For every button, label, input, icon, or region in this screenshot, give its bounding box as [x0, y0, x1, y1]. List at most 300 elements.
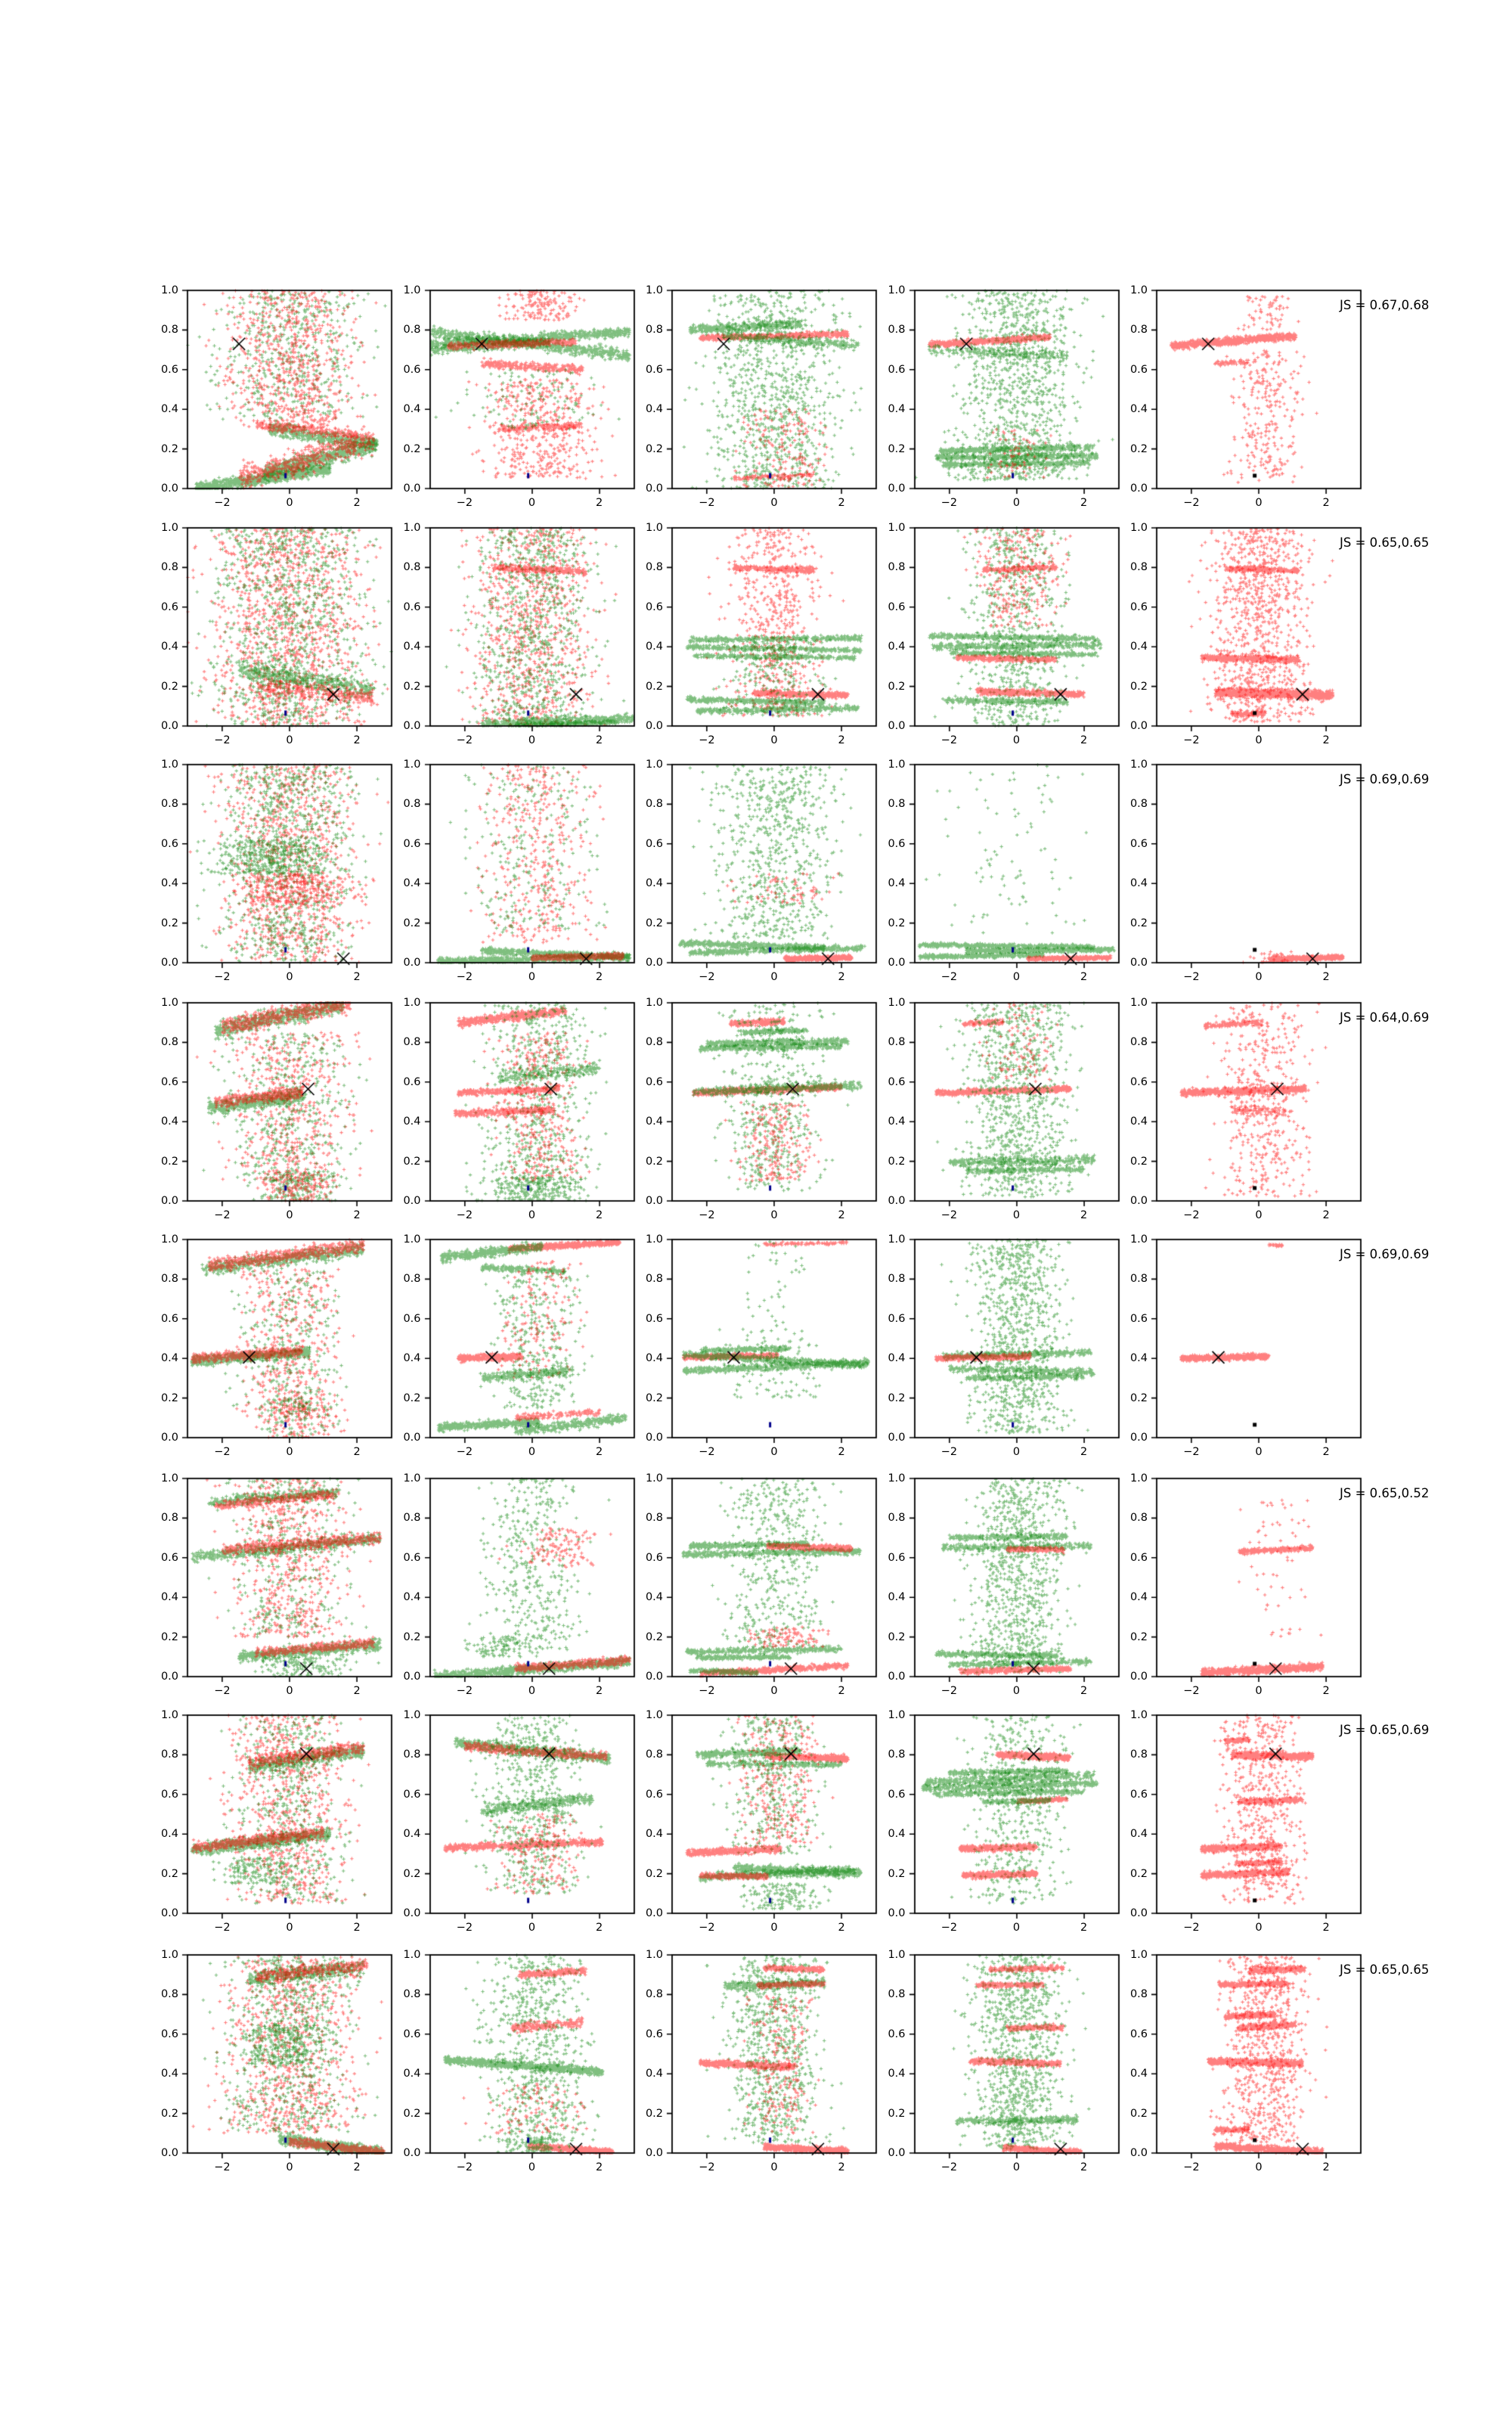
y-tick-label: 0.8 — [888, 1512, 906, 1525]
y-tick-label: 0.8 — [1129, 1988, 1148, 2001]
y-tick-label: 0.0 — [645, 720, 663, 732]
subplot-r6-c1 — [160, 1472, 398, 1714]
subplot-r2-c3 — [645, 521, 883, 763]
y-tick-label: 0.0 — [888, 1195, 906, 1207]
x-tick-label: 0 — [286, 1685, 293, 1697]
x-tick-label: 0 — [1012, 1685, 1021, 1697]
y-tick-label: 1.0 — [160, 284, 178, 296]
scatter-plot-canvas — [423, 1233, 641, 1444]
y-tick-label: 0.0 — [888, 720, 906, 732]
y-tick-label: 0.6 — [403, 600, 421, 613]
y-tick-label: 0.4 — [160, 1591, 178, 1604]
y-tick-label: 0.4 — [403, 1352, 421, 1365]
y-tick-label: 0.8 — [160, 1273, 178, 1286]
y-tick-label: 0.8 — [645, 1273, 663, 1286]
x-tick-label: −2 — [1183, 734, 1200, 746]
scatter-plot-canvas — [181, 996, 398, 1208]
y-tick-label: 0.6 — [403, 1788, 421, 1801]
y-tick-label: 0.0 — [160, 1432, 178, 1444]
y-tick-label: 0.8 — [403, 1273, 421, 1286]
y-tick-label: 0.8 — [888, 798, 906, 811]
y-tick-label: 1.0 — [403, 1709, 421, 1721]
x-tick-label: −2 — [456, 2161, 473, 2173]
y-tick-label: 0.0 — [403, 1195, 421, 1207]
y-tick-label: 0.4 — [888, 877, 906, 890]
scatter-plot-canvas — [181, 758, 398, 970]
x-tick-label: 2 — [595, 1922, 603, 1934]
y-tick-label: 0.8 — [403, 561, 421, 574]
y-tick-label: 1.0 — [160, 1472, 178, 1485]
subplot-r4-c2 — [403, 996, 641, 1238]
y-tick-label: 0.2 — [645, 2107, 663, 2120]
y-tick-label: 0.6 — [160, 2028, 178, 2040]
y-tick-label: 0.8 — [645, 1036, 663, 1049]
y-tick-label: 0.4 — [645, 641, 663, 653]
x-tick-label: 0 — [286, 971, 293, 983]
y-tick-label: 1.0 — [160, 522, 178, 534]
y-tick-label: 0.2 — [645, 1392, 663, 1404]
y-tick-label: 0.6 — [403, 363, 421, 376]
x-tick-label: 0 — [770, 497, 778, 509]
y-tick-label: 0.6 — [160, 600, 178, 613]
y-tick-label: 0.2 — [645, 442, 663, 455]
y-tick-label: 0.6 — [888, 600, 906, 613]
y-tick-label: 0.2 — [160, 442, 178, 455]
y-tick-label: 1.0 — [160, 1949, 178, 1961]
x-tick-label: −2 — [940, 497, 958, 509]
y-tick-label: 1.0 — [888, 997, 906, 1009]
x-tick-label: 2 — [1080, 1209, 1088, 1221]
y-tick-label: 0.6 — [888, 837, 906, 850]
y-tick-label: 0.6 — [1129, 1551, 1148, 1564]
x-tick-label: 0 — [770, 1446, 778, 1458]
y-tick-label: 0.6 — [403, 1312, 421, 1325]
x-tick-label: 0 — [1255, 1209, 1263, 1221]
x-tick-label: 0 — [1012, 734, 1021, 746]
y-tick-label: 0.6 — [160, 1075, 178, 1088]
x-tick-label: 2 — [1322, 2161, 1330, 2173]
y-tick-label: 0.2 — [1129, 442, 1148, 455]
y-tick-label: 0.8 — [160, 1036, 178, 1049]
x-tick-label: 2 — [1322, 1209, 1330, 1221]
scatter-plot-canvas — [665, 996, 883, 1208]
x-tick-label: −2 — [940, 1446, 958, 1458]
y-tick-label: 0.6 — [403, 837, 421, 850]
y-tick-label: 0.2 — [888, 1155, 906, 1168]
y-tick-label: 0.0 — [160, 957, 178, 969]
y-tick-label: 0.6 — [645, 1788, 663, 1801]
subplot-r2-c5 — [1129, 521, 1368, 763]
y-tick-label: 1.0 — [888, 1233, 906, 1246]
x-tick-label: −2 — [214, 2161, 231, 2173]
subplot-r1-c1 — [160, 284, 398, 526]
y-tick-label: 0.2 — [1129, 2107, 1148, 2120]
scatter-plot-canvas — [181, 284, 398, 495]
y-tick-label: 0.4 — [1129, 641, 1148, 653]
x-tick-label: −2 — [214, 497, 231, 509]
subplot-r3-c5 — [1129, 758, 1368, 1000]
y-tick-label: 0.0 — [403, 2147, 421, 2159]
y-tick-label: 0.8 — [1129, 1748, 1148, 1761]
y-tick-label: 0.2 — [403, 442, 421, 455]
y-tick-label: 1.0 — [645, 1709, 663, 1721]
y-tick-label: 0.2 — [1129, 1392, 1148, 1404]
scatter-plot-canvas — [181, 1472, 398, 1683]
y-tick-label: 0.0 — [645, 2147, 663, 2159]
x-tick-label: 2 — [838, 2161, 845, 2173]
js-divergence-label: JS = 0.69,0.69 — [1340, 1247, 1430, 1261]
x-tick-label: 2 — [1080, 497, 1088, 509]
y-tick-label: 0.8 — [160, 1988, 178, 2001]
x-tick-label: 2 — [353, 497, 361, 509]
x-tick-label: 2 — [838, 1685, 845, 1697]
x-tick-label: −2 — [699, 497, 715, 509]
y-tick-label: 1.0 — [1129, 522, 1148, 534]
y-tick-label: 1.0 — [160, 997, 178, 1009]
y-tick-label: 0.6 — [403, 2028, 421, 2040]
y-tick-label: 0.2 — [160, 1630, 178, 1643]
y-tick-label: 0.0 — [160, 2147, 178, 2159]
y-tick-label: 0.2 — [1129, 1155, 1148, 1168]
scatter-plot-canvas — [665, 1708, 883, 1920]
y-tick-label: 1.0 — [888, 284, 906, 296]
scatter-plot-canvas — [423, 758, 641, 970]
x-tick-label: 0 — [1255, 734, 1263, 746]
y-tick-label: 0.4 — [645, 2068, 663, 2080]
subplot-r1-c2 — [403, 284, 641, 526]
x-tick-label: −2 — [456, 1922, 473, 1934]
y-tick-label: 0.4 — [645, 1352, 663, 1365]
y-tick-label: 0.8 — [645, 1512, 663, 1525]
scatter-plot-canvas — [1150, 996, 1368, 1208]
x-tick-label: 0 — [1012, 971, 1021, 983]
x-tick-label: 0 — [286, 1446, 293, 1458]
x-tick-label: 0 — [528, 734, 536, 746]
x-tick-label: 0 — [286, 1922, 293, 1934]
x-tick-label: −2 — [456, 734, 473, 746]
scatter-plot-canvas — [908, 996, 1126, 1208]
y-tick-label: 0.6 — [160, 1788, 178, 1801]
y-tick-label: 0.4 — [160, 1352, 178, 1365]
scatter-plot-canvas — [665, 521, 883, 733]
x-tick-label: 0 — [770, 1922, 778, 1934]
subplot-r7-c4 — [888, 1708, 1126, 1950]
y-tick-label: 0.4 — [403, 877, 421, 890]
y-tick-label: 0.4 — [645, 403, 663, 416]
y-tick-label: 0.0 — [888, 1671, 906, 1683]
scatter-plot-canvas — [181, 521, 398, 733]
x-tick-label: −2 — [1183, 1446, 1200, 1458]
y-tick-label: 0.4 — [888, 403, 906, 416]
y-tick-label: 0.4 — [403, 1591, 421, 1604]
scatter-plot-canvas — [908, 1233, 1126, 1444]
y-tick-label: 1.0 — [403, 1233, 421, 1246]
y-tick-label: 0.6 — [1129, 1312, 1148, 1325]
subplot-r8-c5 — [1129, 1948, 1368, 2190]
y-tick-label: 0.8 — [403, 1748, 421, 1761]
x-tick-label: 0 — [286, 497, 293, 509]
x-tick-label: 0 — [528, 1685, 536, 1697]
x-tick-label: 2 — [595, 1209, 603, 1221]
x-tick-label: −2 — [214, 1685, 231, 1697]
y-tick-label: 0.0 — [888, 2147, 906, 2159]
y-tick-label: 0.2 — [403, 1392, 421, 1404]
x-tick-label: 2 — [838, 1922, 845, 1934]
y-tick-label: 1.0 — [645, 1472, 663, 1485]
y-tick-label: 1.0 — [645, 284, 663, 296]
js-divergence-label: JS = 0.67,0.68 — [1340, 298, 1430, 312]
x-tick-label: 2 — [1080, 2161, 1088, 2173]
y-tick-label: 0.6 — [888, 363, 906, 376]
y-tick-label: 0.4 — [645, 1115, 663, 1128]
scatter-plot-canvas — [1150, 1708, 1368, 1920]
y-tick-label: 0.6 — [1129, 1788, 1148, 1801]
x-tick-label: −2 — [456, 1209, 473, 1221]
y-tick-label: 0.8 — [403, 1036, 421, 1049]
scatter-plot-canvas — [665, 1233, 883, 1444]
y-tick-label: 1.0 — [645, 1949, 663, 1961]
x-tick-label: −2 — [214, 971, 231, 983]
y-tick-label: 0.8 — [645, 324, 663, 337]
scatter-plot-canvas — [181, 1233, 398, 1444]
x-tick-label: −2 — [940, 2161, 958, 2173]
subplot-r1-c5 — [1129, 284, 1368, 526]
x-tick-label: −2 — [940, 1209, 958, 1221]
y-tick-label: 0.6 — [1129, 600, 1148, 613]
scatter-plot-canvas — [1150, 1233, 1368, 1444]
y-tick-label: 0.6 — [160, 363, 178, 376]
y-tick-label: 0.6 — [888, 1788, 906, 1801]
y-tick-label: 0.4 — [1129, 1591, 1148, 1604]
y-tick-label: 0.8 — [888, 1748, 906, 1761]
y-tick-label: 0.8 — [888, 1988, 906, 2001]
js-divergence-label: JS = 0.64,0.69 — [1340, 1010, 1430, 1025]
scatter-plot-canvas — [1150, 284, 1368, 495]
subplot-r3-c4 — [888, 758, 1126, 1000]
y-tick-label: 0.0 — [1129, 957, 1148, 969]
y-tick-label: 0.0 — [888, 1432, 906, 1444]
y-tick-label: 0.8 — [403, 324, 421, 337]
y-tick-label: 1.0 — [888, 1709, 906, 1721]
y-tick-label: 0.8 — [645, 1748, 663, 1761]
y-tick-label: 0.6 — [160, 1551, 178, 1564]
x-tick-label: −2 — [1183, 497, 1200, 509]
x-tick-label: −2 — [699, 971, 715, 983]
subplot-r3-c1 — [160, 758, 398, 1000]
scatter-plot-canvas — [665, 1948, 883, 2160]
y-tick-label: 0.8 — [160, 1512, 178, 1525]
y-tick-label: 0.6 — [403, 1551, 421, 1564]
x-tick-label: 2 — [1080, 1922, 1088, 1934]
subplot-r4-c5 — [1129, 996, 1368, 1238]
y-tick-label: 0.6 — [645, 1551, 663, 1564]
y-tick-label: 0.8 — [645, 561, 663, 574]
y-tick-label: 0.4 — [888, 1115, 906, 1128]
y-tick-label: 0.6 — [1129, 363, 1148, 376]
x-tick-label: 0 — [286, 1209, 293, 1221]
y-tick-label: 0.8 — [160, 798, 178, 811]
x-tick-label: 0 — [528, 1446, 536, 1458]
y-tick-label: 0.4 — [1129, 877, 1148, 890]
scatter-plot-canvas — [665, 284, 883, 495]
x-tick-label: −2 — [214, 1922, 231, 1934]
y-tick-label: 1.0 — [1129, 1709, 1148, 1721]
x-tick-label: −2 — [1183, 971, 1200, 983]
x-tick-label: −2 — [699, 1922, 715, 1934]
x-tick-label: 2 — [1322, 1685, 1330, 1697]
subplot-r7-c2 — [403, 1708, 641, 1950]
scatter-plot-canvas — [423, 521, 641, 733]
y-tick-label: 0.2 — [160, 1392, 178, 1404]
y-tick-label: 1.0 — [645, 997, 663, 1009]
x-tick-label: 0 — [1012, 497, 1021, 509]
scatter-plot-canvas — [1150, 1472, 1368, 1683]
y-tick-label: 1.0 — [1129, 1949, 1148, 1961]
y-tick-label: 0.6 — [1129, 837, 1148, 850]
scatter-plot-canvas — [908, 284, 1126, 495]
y-tick-label: 0.8 — [1129, 1036, 1148, 1049]
y-tick-label: 1.0 — [160, 1233, 178, 1246]
y-tick-label: 1.0 — [403, 284, 421, 296]
x-tick-label: −2 — [1183, 1685, 1200, 1697]
x-tick-label: 2 — [595, 2161, 603, 2173]
x-tick-label: −2 — [456, 1446, 473, 1458]
y-tick-label: 0.2 — [888, 1867, 906, 1880]
y-tick-label: 1.0 — [160, 759, 178, 771]
y-tick-label: 0.6 — [645, 363, 663, 376]
y-tick-label: 0.8 — [888, 324, 906, 337]
x-tick-label: −2 — [699, 1685, 715, 1697]
y-tick-label: 0.8 — [403, 1512, 421, 1525]
y-tick-label: 0.0 — [1129, 1195, 1148, 1207]
y-tick-label: 0.2 — [1129, 917, 1148, 929]
scatter-plot-canvas — [908, 521, 1126, 733]
y-tick-label: 1.0 — [888, 1949, 906, 1961]
y-tick-label: 0.2 — [403, 1630, 421, 1643]
y-tick-label: 0.8 — [1129, 798, 1148, 811]
y-tick-label: 0.8 — [645, 798, 663, 811]
y-tick-label: 0.6 — [160, 1312, 178, 1325]
y-tick-label: 0.2 — [1129, 1630, 1148, 1643]
y-tick-label: 0.8 — [160, 1748, 178, 1761]
y-tick-label: 0.0 — [403, 720, 421, 732]
subplot-r1-c4 — [888, 284, 1126, 526]
y-tick-label: 0.2 — [160, 1155, 178, 1168]
y-tick-label: 0.0 — [403, 1432, 421, 1444]
y-tick-label: 0.0 — [645, 1907, 663, 1919]
y-tick-label: 0.0 — [160, 720, 178, 732]
y-tick-label: 0.2 — [1129, 680, 1148, 693]
y-tick-label: 0.6 — [403, 1075, 421, 1088]
scatter-plot-canvas — [665, 1472, 883, 1683]
y-tick-label: 1.0 — [1129, 1233, 1148, 1246]
subplot-r1-c3 — [645, 284, 883, 526]
scatter-plot-canvas — [908, 1472, 1126, 1683]
y-tick-label: 0.4 — [645, 877, 663, 890]
subplot-r3-c2 — [403, 758, 641, 1000]
subplot-r6-c3 — [645, 1472, 883, 1714]
y-tick-label: 0.0 — [160, 1671, 178, 1683]
x-tick-label: 2 — [1322, 734, 1330, 746]
scatter-plot-canvas — [1150, 758, 1368, 970]
js-divergence-label: JS = 0.65,0.52 — [1340, 1486, 1430, 1500]
y-tick-label: 0.2 — [645, 917, 663, 929]
subplot-r8-c4 — [888, 1948, 1126, 2190]
x-tick-label: 2 — [353, 2161, 361, 2173]
y-tick-label: 1.0 — [1129, 997, 1148, 1009]
y-tick-label: 0.2 — [403, 1155, 421, 1168]
y-tick-label: 0.0 — [1129, 720, 1148, 732]
y-tick-label: 0.2 — [403, 1867, 421, 1880]
subplot-r2-c2 — [403, 521, 641, 763]
y-tick-label: 0.6 — [888, 1312, 906, 1325]
y-tick-label: 1.0 — [403, 1949, 421, 1961]
x-tick-label: −2 — [214, 734, 231, 746]
y-tick-label: 0.2 — [1129, 1867, 1148, 1880]
x-tick-label: −2 — [940, 1922, 958, 1934]
x-tick-label: −2 — [1183, 2161, 1200, 2173]
y-tick-label: 0.2 — [888, 917, 906, 929]
subplot-r5-c2 — [403, 1233, 641, 1475]
y-tick-label: 0.4 — [160, 403, 178, 416]
y-tick-label: 0.4 — [1129, 403, 1148, 416]
y-tick-label: 1.0 — [645, 759, 663, 771]
x-tick-label: 0 — [1255, 1446, 1263, 1458]
y-tick-label: 0.4 — [888, 1591, 906, 1604]
y-tick-label: 0.2 — [888, 1392, 906, 1404]
y-tick-label: 0.2 — [160, 680, 178, 693]
y-tick-label: 1.0 — [403, 997, 421, 1009]
x-tick-label: 2 — [353, 734, 361, 746]
scatter-plot-canvas — [181, 1948, 398, 2160]
y-tick-label: 0.0 — [1129, 482, 1148, 495]
x-tick-label: −2 — [1183, 1922, 1200, 1934]
x-tick-label: 2 — [1322, 497, 1330, 509]
y-tick-label: 0.4 — [160, 641, 178, 653]
y-tick-label: 0.0 — [888, 1907, 906, 1919]
x-tick-label: 0 — [528, 1209, 536, 1221]
y-tick-label: 0.6 — [645, 1075, 663, 1088]
y-tick-label: 0.8 — [160, 561, 178, 574]
y-tick-label: 0.4 — [888, 2068, 906, 2080]
y-tick-label: 0.0 — [1129, 1907, 1148, 1919]
x-tick-label: 0 — [1255, 2161, 1263, 2173]
y-tick-label: 1.0 — [888, 522, 906, 534]
x-tick-label: −2 — [940, 1685, 958, 1697]
x-tick-label: 0 — [770, 1209, 778, 1221]
subplot-r8-c2 — [403, 1948, 641, 2190]
y-tick-label: 0.2 — [160, 917, 178, 929]
subplot-r4-c4 — [888, 996, 1126, 1238]
y-tick-label: 0.2 — [888, 680, 906, 693]
y-tick-label: 0.8 — [1129, 1512, 1148, 1525]
y-tick-label: 0.0 — [645, 1195, 663, 1207]
js-divergence-label: JS = 0.69,0.69 — [1340, 772, 1430, 786]
x-tick-label: 2 — [838, 1209, 845, 1221]
y-tick-label: 0.0 — [645, 957, 663, 969]
y-tick-label: 0.8 — [403, 1988, 421, 2001]
y-tick-label: 1.0 — [1129, 1472, 1148, 1485]
subplot-r7-c3 — [645, 1708, 883, 1950]
y-tick-label: 0.8 — [1129, 1273, 1148, 1286]
y-tick-label: 0.6 — [645, 2028, 663, 2040]
scatter-plot-canvas — [423, 996, 641, 1208]
y-tick-label: 0.4 — [645, 1828, 663, 1841]
y-tick-label: 0.6 — [1129, 1075, 1148, 1088]
subplot-r6-c5 — [1129, 1472, 1368, 1714]
y-tick-label: 0.2 — [645, 1155, 663, 1168]
x-tick-label: 0 — [1012, 1209, 1021, 1221]
